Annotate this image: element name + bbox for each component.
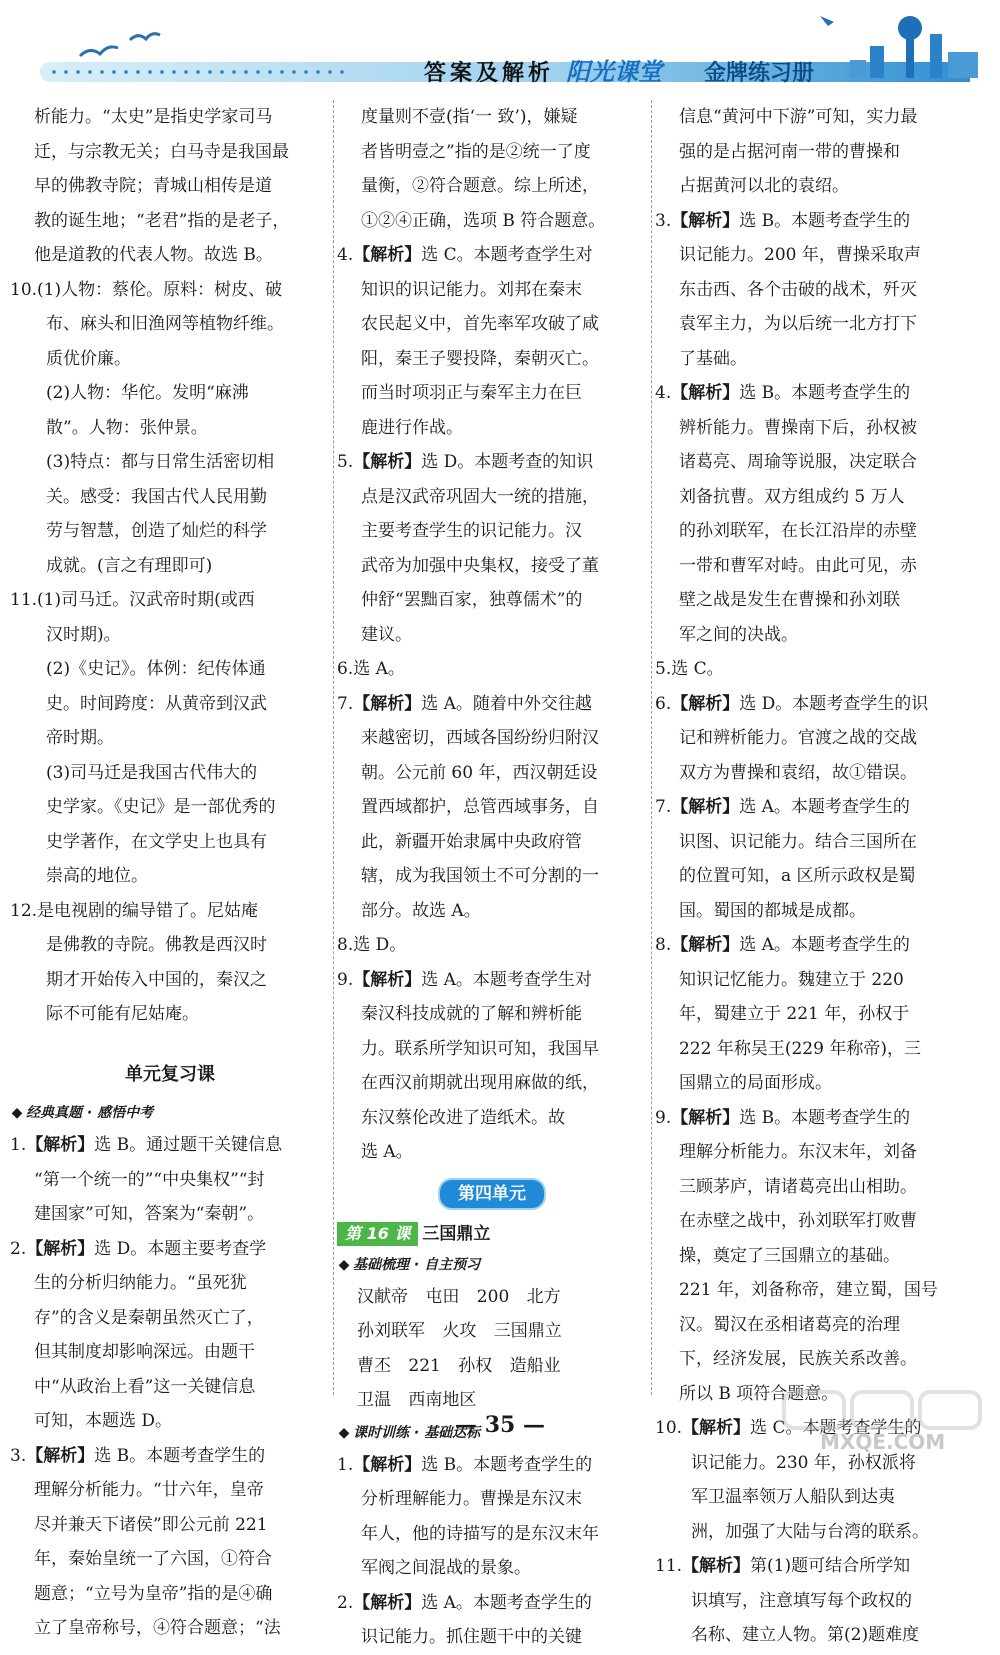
analysis-tag: 【解析】	[26, 1238, 95, 1259]
text-line: 选 C。本题考查学生对	[421, 245, 593, 265]
text-line: 选 D。本题考查的知识	[421, 452, 594, 472]
text-line: 建议。	[361, 624, 412, 645]
text-line: 理解分析能力。“廿六年，皇帝	[34, 1480, 264, 1500]
text-line: 222 年称吴王(229 年称帝)，三	[679, 1038, 921, 1059]
text-line: 选 A。本题考查学生的	[739, 935, 910, 955]
skyline-icon	[760, 6, 990, 86]
text-line: 史。时间跨度：从黄帝到汉武	[46, 693, 267, 714]
text-line: 汉。蜀汉在丞相诸葛亮的治理	[679, 1314, 900, 1335]
item-number: 2.	[10, 1238, 27, 1259]
item-number: 9.	[655, 1107, 672, 1128]
column-divider	[651, 100, 652, 1395]
text-line: 10.(1)人物：蔡伦。原料：树皮、破	[10, 279, 283, 300]
diamond-icon: ◆	[338, 1424, 350, 1441]
text-line: 主要考查学生的识记能力。汉	[361, 521, 582, 541]
text-line: 来越密切，西域各国纷纷归附汉	[361, 728, 599, 748]
text-line: 强的是占据河南一带的曹操和	[679, 141, 900, 162]
answer-item	[337, 445, 647, 480]
text-line: 刘备抗曹。双方组成约 5 万人	[679, 486, 905, 507]
text-line: 题意；“立号为皇帝”指的是④确	[34, 1583, 273, 1604]
text-line: 国鼎立的局面形成。	[679, 1073, 832, 1093]
text-line: (2)人物：华佗。发明“麻沸	[46, 383, 249, 403]
text-line: 识图、识记能力。结合三国所在	[679, 831, 917, 852]
text-line: 建国家”可知，答案为“秦朝”。	[34, 1204, 265, 1224]
item-number: 7.	[337, 693, 354, 714]
answer-item: 5.选 C。	[655, 659, 724, 679]
analysis-tag: 【解析】	[671, 383, 740, 403]
text-line: 选 D。本题考查学生的识	[739, 693, 929, 714]
column-divider	[333, 100, 334, 1395]
analysis-tag: 【解析】	[353, 1592, 422, 1613]
text-line: 选 C。本题考查学生的	[750, 1418, 922, 1438]
text-line: (2)《史记》。体例：纪传体通	[46, 659, 266, 679]
text-line: 仲舒“罢黜百家，独尊儒术”的	[361, 590, 583, 610]
text-line: 军阀之间混战的景象。	[361, 1558, 531, 1578]
analysis-tag: 【解析】	[353, 693, 422, 714]
analysis-tag: 【解析】	[353, 452, 422, 472]
text-line: 军之间的决战。	[679, 624, 798, 645]
text-line: “第一个统一的”“中央集权”“封	[34, 1169, 265, 1190]
text-line: 选 A。本题考查学生的	[739, 797, 910, 817]
text-line: 辨析能力。曹操南下后，孙权被	[679, 417, 917, 438]
analysis-tag: 【解析】	[671, 935, 740, 955]
text-line: 存”的含义是秦朝虽然灭亡了，	[34, 1307, 264, 1328]
text-line: 洲，加强了大陆与台湾的联系。	[691, 1521, 929, 1542]
page-header	[0, 0, 1000, 95]
text-line: 部分。故选 A。	[361, 900, 481, 921]
text-line: 识记能力。200 年，曹操采取声	[679, 245, 921, 265]
text-line: 期才开始传入中国的，秦汉之	[46, 969, 267, 990]
text-line: 汉时期)。	[46, 624, 121, 645]
text-line: 袁军主力，为以后统一北方打下	[679, 314, 917, 334]
text-line: 年人，他的诗描写的是东汉末年	[361, 1523, 599, 1544]
text-line: 秦汉科技成就的了解和辨析能	[361, 1004, 582, 1024]
text-line: 成就。(言之有理即可)	[46, 555, 213, 576]
item-number: 2.	[337, 1592, 354, 1613]
text-line: 史学著作，在文学史上也具有	[46, 831, 267, 852]
text-line: 识填写，注意填写每个政权的	[691, 1590, 912, 1611]
text-line: 而当时项羽正与秦军主力在巨	[361, 383, 582, 403]
item-number: 6.	[655, 693, 672, 714]
analysis-tag: 【解析】	[353, 1454, 422, 1475]
keyword-line: 孙刘联军 火攻 三国鼎立	[357, 1321, 562, 1341]
text-line: 诸葛亮、周瑜等说服，决定联合	[679, 452, 917, 472]
keyword-line: 卫温 西南地区	[357, 1390, 477, 1410]
text-line: 生的分析归纳能力。“虽死犹	[34, 1273, 247, 1293]
analysis-tag: 【解析】	[671, 797, 740, 817]
text-line: 崇高的地位。	[46, 866, 148, 886]
answer-item	[655, 687, 980, 722]
unit-badge: 第四单元	[438, 1178, 546, 1210]
text-line: 下，经济发展，民族关系改善。	[679, 1349, 917, 1369]
text-line: 农民起义中，首先率军攻破了咸	[361, 314, 599, 334]
text-line: 析能力。“太史”是指史学家司马	[34, 107, 273, 127]
text-line: 史学家。《史记》是一部优秀的	[46, 797, 276, 817]
text-line: 选 A。随着中外交往越	[421, 693, 592, 714]
keyword-line: 曹丕 221 孙权 造船业	[357, 1355, 561, 1376]
lesson-badge: 第 16 课	[337, 1222, 418, 1246]
answer-item	[655, 1549, 980, 1584]
text-line: 选 B。本题考查学生的	[739, 210, 911, 231]
text-line: 他是道教的代表人物。故选 B。	[34, 245, 273, 265]
item-number: 7.	[655, 797, 672, 817]
answer-item	[337, 1448, 647, 1483]
text-line: 12.是电视剧的编导错了。尼姑庵	[10, 900, 259, 921]
answer-item	[10, 1439, 330, 1474]
text-line: 此，新疆开始隶属中央政府管	[361, 831, 582, 852]
text-line: 所以 B 项符合题意。	[679, 1383, 839, 1404]
analysis-tag: 【解析】	[26, 1445, 95, 1466]
text-line: 选 B。本题考查学生的	[739, 1107, 911, 1128]
text-line: 了基础。	[679, 348, 747, 369]
answer-item	[337, 238, 647, 273]
analysis-tag: 【解析】	[671, 693, 740, 714]
text-line: 选 B。本题考查学生的	[94, 1445, 266, 1466]
text-line: 劳与智慧，创造了灿烂的科学	[46, 521, 267, 541]
text-line: 朝。公元前 60 年，西汉朝廷设	[361, 762, 598, 783]
text-line: 选 D。本题主要考查学	[94, 1238, 267, 1259]
diamond-icon: ◆	[11, 1105, 23, 1121]
answer-item	[655, 928, 980, 963]
text-line: 力。联系所学知识可知，我国早	[361, 1038, 599, 1059]
item-number: 3.	[655, 210, 672, 231]
analysis-tag: 【解析】	[682, 1556, 751, 1576]
text-line: 识记能力。抓住题干中的关键	[361, 1627, 582, 1647]
text-line: 识记能力。230 年，孙权派将	[691, 1452, 916, 1473]
item-number: 5.	[337, 452, 354, 472]
item-number: 11.	[655, 1556, 683, 1576]
text-line: 选 A。本题考查学生对	[421, 969, 592, 990]
text-line: 帝时期。	[46, 728, 114, 748]
unit-badge-row	[337, 1170, 647, 1214]
text-line: 阳，秦王子婴投降，秦朝灭亡。	[361, 348, 599, 369]
text-line: 早的佛教寺院；青城山相传是道	[34, 176, 272, 196]
header-dots	[48, 68, 348, 76]
text-line: 一带和曹军对峙。由此可见，赤	[679, 555, 917, 576]
text-line: 量衡，②符合题意。综上所述，	[361, 176, 599, 196]
keyword-line: 汉献帝 屯田 200 北方	[357, 1286, 561, 1307]
answer-label: 答案及解析	[424, 61, 555, 86]
text-line: 操，奠定了三国鼎立的基础。	[679, 1245, 900, 1266]
text-line: 鹿进行作战。	[361, 417, 463, 438]
text-line: 散”。人物：张仲景。	[46, 417, 208, 438]
text-line: 信息“黄河中下游”可知，实力最	[679, 107, 918, 127]
analysis-tag: 【解析】	[682, 1418, 751, 1438]
diamond-icon: ◆	[338, 1256, 350, 1273]
text-line: ①②④正确，选项 B 符合题意。	[361, 210, 606, 231]
text-line: 是佛教的寺院。佛教是西汉时	[46, 935, 267, 955]
text-line: 在赤壁之战中，孙刘联军打败曹	[679, 1211, 917, 1231]
item-number: 3.	[10, 1445, 27, 1466]
item-number: 8.	[655, 935, 672, 955]
text-line: 武帝为加强中央集权，接受了董	[361, 555, 599, 576]
text-line: 关。感受：我国古代人民用勤	[46, 486, 267, 507]
text-line: 国。蜀国的都城是成都。	[679, 900, 866, 921]
text-line: 度量则不壹(指‘一 致’)，嫌疑	[361, 107, 578, 127]
text-line: 尽并兼天下诸侯”即公元前 221	[34, 1514, 268, 1535]
text-line: 双方为曹操和袁绍，故①错误。	[679, 762, 917, 783]
text-line: 壁之战是发生在曹操和孙刘联	[679, 590, 900, 610]
section-heading-label: 经典真题 · 感悟中考	[26, 1105, 154, 1121]
analysis-tag: 【解析】	[353, 245, 422, 265]
answer-item	[655, 1101, 980, 1136]
text-line: 立了皇帝称号，④符合题意；“法	[34, 1618, 281, 1638]
text-line: 占据黄河以北的袁绍。	[679, 176, 849, 196]
text-line: 际不可能有尼姑庵。	[46, 1004, 199, 1024]
birds-icon	[70, 18, 190, 68]
unit-review-title: 单元复习课	[125, 1063, 215, 1085]
text-line: 东击西、各个击破的战术，歼灭	[679, 279, 917, 300]
text-line: 东汉蔡伦改进了造纸术。故	[361, 1107, 565, 1128]
text-line: 选 B。通过题干关键信息	[94, 1135, 283, 1155]
text-line: 选 A。本题考查学生的	[421, 1592, 592, 1613]
text-line: 可知，本题选 D。	[34, 1411, 173, 1431]
text-line: 选 B。本题考查学生的	[421, 1454, 593, 1475]
text-line: 辖，成为我国领土不可分割的一	[361, 866, 599, 886]
answer-item	[337, 687, 647, 722]
item-number: 4.	[655, 383, 672, 403]
lesson-title: 三国鼎立	[422, 1223, 491, 1244]
analysis-tag: 【解析】	[671, 1107, 740, 1128]
text-line: (3)特点：都与日常生活密切相	[46, 452, 275, 472]
text-line: (3)司马迁是我国古代伟大的	[46, 762, 258, 783]
section-heading	[10, 1098, 330, 1128]
answer-item	[337, 1586, 647, 1621]
section-heading-label: 课时训练 · 基础达标	[353, 1424, 481, 1441]
text-line: 年，秦始皇统一了六国，①符合	[34, 1549, 272, 1569]
item-number: 4.	[337, 245, 354, 265]
brand-title: 阳光课堂	[566, 58, 662, 86]
text-line: 教的诞生地；“老君”指的是老子，	[34, 210, 290, 231]
analysis-tag: 【解析】	[26, 1135, 95, 1155]
answer-item	[655, 376, 980, 411]
section-heading	[337, 1250, 647, 1280]
series-title: 金牌练习册	[704, 61, 815, 86]
text-line: 点是汉武帝巩固大一统的措施，	[361, 486, 599, 507]
text-line: 年，蜀建立于 221 年，孙权于	[679, 1004, 910, 1024]
text-line: 分析理解能力。曹操是东汉末	[361, 1489, 582, 1509]
text-line: 的位置可知，a 区所示政权是蜀	[679, 866, 916, 886]
item-number: 10.	[655, 1418, 683, 1438]
text-line: 11.(1)司马迁。汉武帝时期(或西	[10, 590, 255, 610]
text-line: 迁，与宗教无关；白马寺是我国最	[34, 141, 289, 162]
item-number: 9.	[337, 969, 354, 990]
lesson-heading	[337, 1218, 647, 1250]
text-line: 质优价廉。	[46, 348, 131, 369]
text-line: 军卫温率领万人船队到达夷	[691, 1487, 895, 1507]
section-heading-label: 基础梳理 · 自主预习	[353, 1256, 481, 1273]
text-line: 知识记忆能力。魏建立于 220	[679, 969, 904, 990]
text-line: 第(1)题可结合所学知	[750, 1556, 911, 1576]
text-line: 选 A。	[361, 1142, 413, 1162]
analysis-tag: 【解析】	[353, 969, 422, 990]
answer-item: 6.选 A。	[337, 659, 405, 679]
answer-item	[655, 790, 980, 825]
answer-item	[337, 963, 647, 998]
text-line: 在西汉前期就出现用麻做的纸，	[361, 1073, 599, 1093]
item-number: 1.	[337, 1454, 354, 1475]
text-line: 记和辨析能力。官渡之战的交战	[679, 728, 917, 748]
text-line: 者皆明壹之”指的是②统一了度	[361, 141, 591, 162]
text-line: 置西域都护，总管西域事务，自	[361, 797, 599, 817]
analysis-tag: 【解析】	[671, 210, 740, 231]
text-line: 中“从政治上看”这一关键信息	[34, 1376, 256, 1397]
text-line: 名称、建立人物。第(2)题难度	[691, 1625, 920, 1645]
answer-item	[10, 1128, 330, 1163]
answer-item: 8.选 D。	[337, 935, 407, 955]
watermark-text: MXQE.COM	[820, 1430, 946, 1454]
text-line: 理解分析能力。东汉末年，刘备	[679, 1142, 917, 1162]
answer-item	[10, 1232, 330, 1267]
answer-item	[655, 204, 980, 239]
item-number: 1.	[10, 1135, 27, 1155]
page-number: — 35 —	[455, 1412, 545, 1438]
text-line: 布、麻头和旧渔网等植物纤维。	[46, 314, 284, 334]
text-line: 的孙刘联军，在长江沿岸的赤壁	[679, 521, 917, 541]
text-line: 但其制度却影响深远。由题干	[34, 1342, 255, 1362]
text-line: 三顾茅庐，请诸葛亮出山相助。	[679, 1176, 917, 1197]
text-line: 选 B。本题考查学生的	[739, 383, 911, 403]
text-line: 221 年，刘备称帝，建立蜀，国号	[679, 1280, 938, 1300]
text-line: 知识的识记能力。刘邦在秦末	[361, 279, 582, 300]
